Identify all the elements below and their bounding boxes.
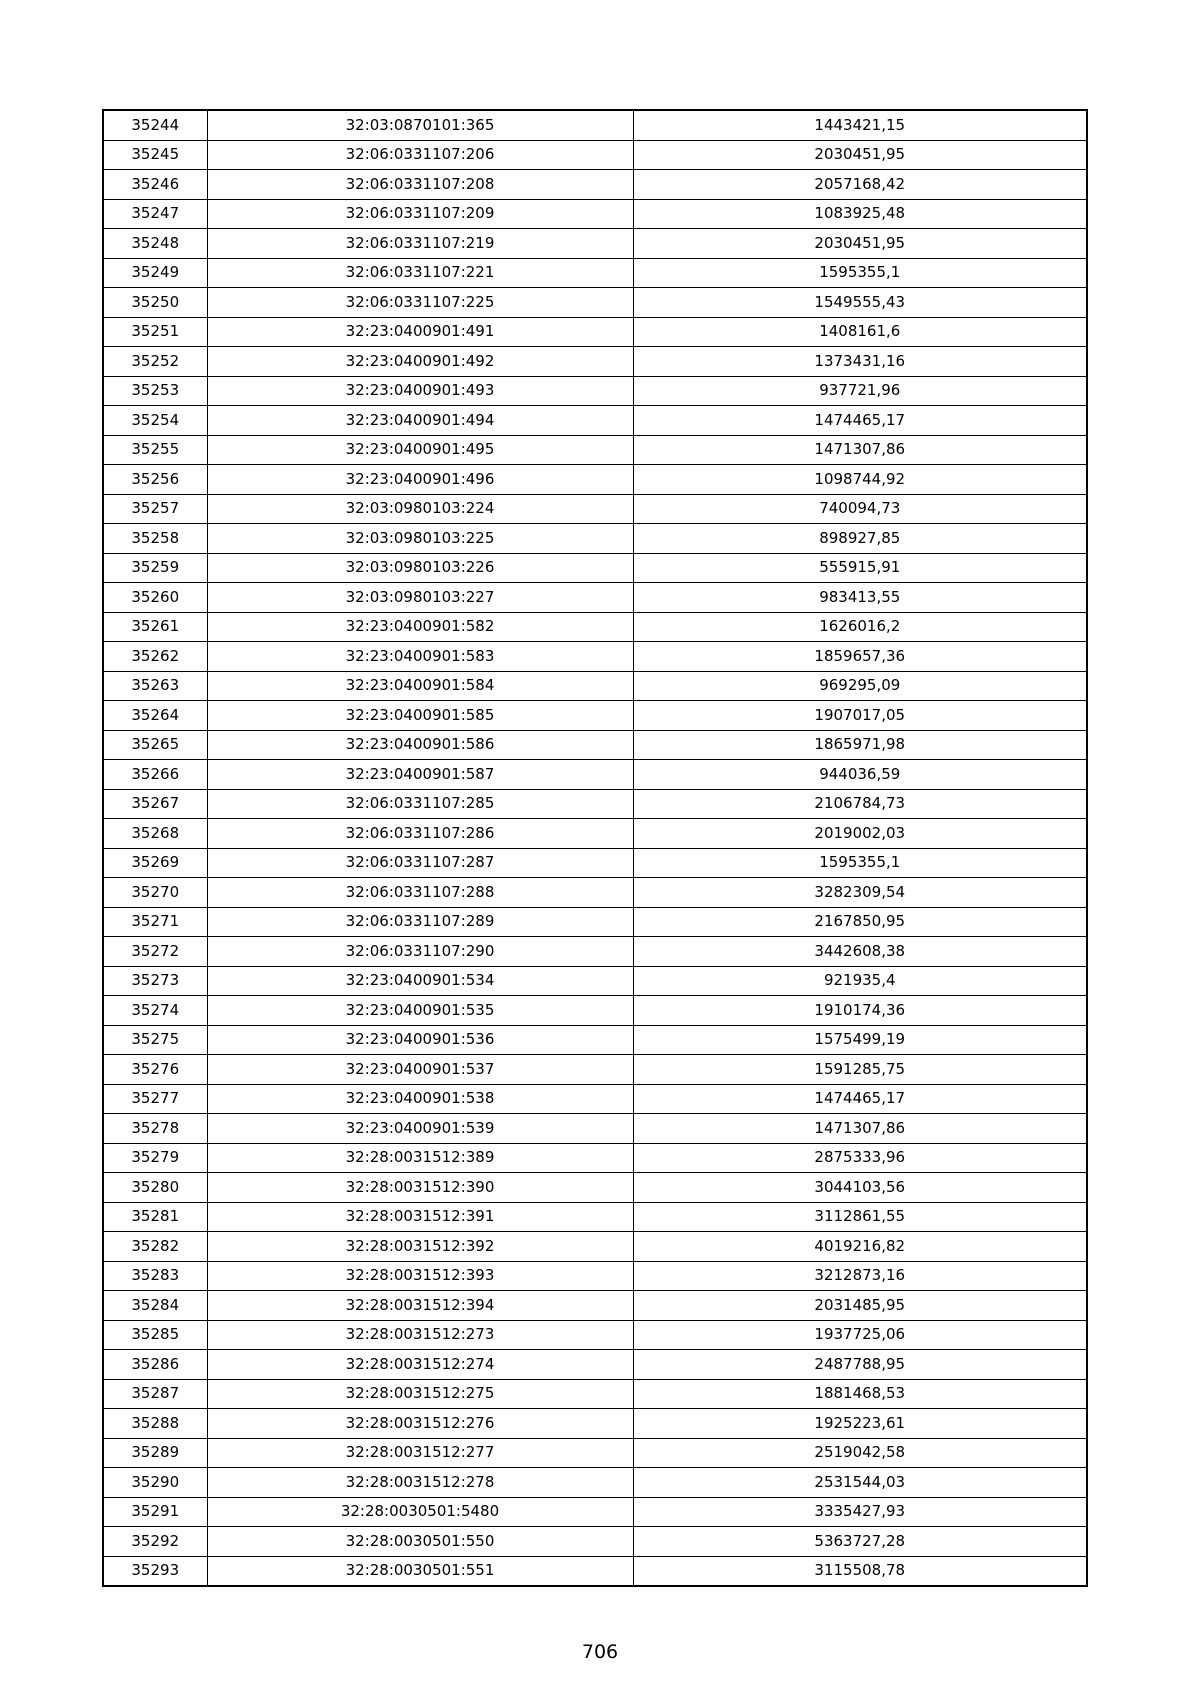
cadastral-number-cell: 32:06:0331107:290 <box>207 937 633 967</box>
row-number-cell: 35253 <box>103 376 207 406</box>
row-number-cell: 35246 <box>103 170 207 200</box>
row-number-cell: 35293 <box>103 1556 207 1586</box>
row-number-cell: 35260 <box>103 583 207 613</box>
row-number-cell: 35271 <box>103 907 207 937</box>
row-number-cell: 35256 <box>103 465 207 495</box>
cadastral-number-cell: 32:23:0400901:585 <box>207 701 633 731</box>
cadastral-number-cell: 32:06:0331107:286 <box>207 819 633 849</box>
table-row <box>103 435 1087 465</box>
value-cell: 4019216,82 <box>633 1232 1087 1262</box>
table-row <box>103 258 1087 288</box>
value-cell: 1474465,17 <box>633 406 1087 436</box>
value-cell: 969295,09 <box>633 671 1087 701</box>
value-cell: 2519042,58 <box>633 1438 1087 1468</box>
value-cell: 3335427,93 <box>633 1497 1087 1527</box>
table-row <box>103 1291 1087 1321</box>
table-row <box>103 1173 1087 1203</box>
cadastral-number-cell: 32:03:0870101:365 <box>207 110 633 140</box>
table-row <box>103 140 1087 170</box>
row-number-cell: 35280 <box>103 1173 207 1203</box>
cadastral-number-cell: 32:28:0031512:277 <box>207 1438 633 1468</box>
value-cell: 3115508,78 <box>633 1556 1087 1586</box>
cadastral-number-cell: 32:03:0980103:226 <box>207 553 633 583</box>
cadastral-number-cell: 32:28:0030501:550 <box>207 1527 633 1557</box>
cadastral-number-cell: 32:06:0331107:219 <box>207 229 633 259</box>
table-row <box>103 317 1087 347</box>
cadastral-number-cell: 32:28:0031512:273 <box>207 1320 633 1350</box>
value-cell: 3282309,54 <box>633 878 1087 908</box>
row-number-cell: 35279 <box>103 1143 207 1173</box>
cadastral-number-cell: 32:28:0031512:392 <box>207 1232 633 1262</box>
row-number-cell: 35264 <box>103 701 207 731</box>
table-row <box>103 1320 1087 1350</box>
table-row <box>103 494 1087 524</box>
cadastral-number-cell: 32:28:0031512:393 <box>207 1261 633 1291</box>
value-cell: 1575499,19 <box>633 1025 1087 1055</box>
row-number-cell: 35289 <box>103 1438 207 1468</box>
table-row <box>103 878 1087 908</box>
table-row <box>103 465 1087 495</box>
row-number-cell: 35248 <box>103 229 207 259</box>
row-number-cell: 35287 <box>103 1379 207 1409</box>
row-number-cell: 35267 <box>103 789 207 819</box>
value-cell: 2487788,95 <box>633 1350 1087 1380</box>
row-number-cell: 35282 <box>103 1232 207 1262</box>
row-number-cell: 35283 <box>103 1261 207 1291</box>
value-cell: 1083925,48 <box>633 199 1087 229</box>
table-row <box>103 1114 1087 1144</box>
value-cell: 1907017,05 <box>633 701 1087 731</box>
value-cell: 3044103,56 <box>633 1173 1087 1203</box>
table-row <box>103 1438 1087 1468</box>
value-cell: 921935,4 <box>633 966 1087 996</box>
row-number-cell: 35284 <box>103 1291 207 1321</box>
row-number-cell: 35286 <box>103 1350 207 1380</box>
row-number-cell: 35258 <box>103 524 207 554</box>
value-cell: 1549555,43 <box>633 288 1087 318</box>
row-number-cell: 35250 <box>103 288 207 318</box>
table-row <box>103 524 1087 554</box>
row-number-cell: 35245 <box>103 140 207 170</box>
value-cell: 1471307,86 <box>633 1114 1087 1144</box>
cadastral-number-cell: 32:28:0030501:551 <box>207 1556 633 1586</box>
table-body <box>103 110 1087 1586</box>
value-cell: 1925223,61 <box>633 1409 1087 1439</box>
value-cell: 1881468,53 <box>633 1379 1087 1409</box>
row-number-cell: 35276 <box>103 1055 207 1085</box>
cadastral-number-cell: 32:23:0400901:495 <box>207 435 633 465</box>
row-number-cell: 35268 <box>103 819 207 849</box>
value-cell: 555915,91 <box>633 553 1087 583</box>
table-row <box>103 199 1087 229</box>
value-cell: 3112861,55 <box>633 1202 1087 1232</box>
cadastral-number-cell: 32:06:0331107:285 <box>207 789 633 819</box>
cadastral-number-cell: 32:23:0400901:582 <box>207 612 633 642</box>
value-cell: 2030451,95 <box>633 140 1087 170</box>
table-row <box>103 229 1087 259</box>
cadastral-number-cell: 32:23:0400901:535 <box>207 996 633 1026</box>
cadastral-number-cell: 32:28:0031512:278 <box>207 1468 633 1498</box>
row-number-cell: 35272 <box>103 937 207 967</box>
value-cell: 2106784,73 <box>633 789 1087 819</box>
row-number-cell: 35288 <box>103 1409 207 1439</box>
value-cell: 937721,96 <box>633 376 1087 406</box>
value-cell: 1373431,16 <box>633 347 1087 377</box>
row-number-cell: 35259 <box>103 553 207 583</box>
table-row <box>103 406 1087 436</box>
cadastral-number-cell: 32:23:0400901:493 <box>207 376 633 406</box>
table-row <box>103 583 1087 613</box>
value-cell: 5363727,28 <box>633 1527 1087 1557</box>
value-cell: 2531544,03 <box>633 1468 1087 1498</box>
cadastral-number-cell: 32:23:0400901:496 <box>207 465 633 495</box>
cadastral-number-cell: 32:06:0331107:209 <box>207 199 633 229</box>
table-row <box>103 760 1087 790</box>
value-cell: 1408161,6 <box>633 317 1087 347</box>
table-row <box>103 110 1087 140</box>
table-row <box>103 1084 1087 1114</box>
table-row <box>103 1055 1087 1085</box>
row-number-cell: 35261 <box>103 612 207 642</box>
row-number-cell: 35269 <box>103 848 207 878</box>
row-number-cell: 35244 <box>103 110 207 140</box>
cadastral-number-cell: 32:23:0400901:537 <box>207 1055 633 1085</box>
value-cell: 2019002,03 <box>633 819 1087 849</box>
cadastral-number-cell: 32:03:0980103:224 <box>207 494 633 524</box>
value-cell: 983413,55 <box>633 583 1087 613</box>
value-cell: 1098744,92 <box>633 465 1087 495</box>
cadastral-number-cell: 32:23:0400901:492 <box>207 347 633 377</box>
page-number: 706 <box>581 1641 619 1663</box>
row-number-cell: 35275 <box>103 1025 207 1055</box>
cadastral-number-cell: 32:28:0031512:390 <box>207 1173 633 1203</box>
row-number-cell: 35255 <box>103 435 207 465</box>
cadastral-number-cell: 32:23:0400901:534 <box>207 966 633 996</box>
table-row <box>103 907 1087 937</box>
data-table <box>102 109 1088 1587</box>
value-cell: 1595355,1 <box>633 848 1087 878</box>
cadastral-number-cell: 32:06:0331107:208 <box>207 170 633 200</box>
row-number-cell: 35291 <box>103 1497 207 1527</box>
value-cell: 2875333,96 <box>633 1143 1087 1173</box>
value-cell: 1471307,86 <box>633 435 1087 465</box>
cadastral-number-cell: 32:23:0400901:536 <box>207 1025 633 1055</box>
cadastral-number-cell: 32:28:0031512:275 <box>207 1379 633 1409</box>
value-cell: 1865971,98 <box>633 730 1087 760</box>
table-row <box>103 848 1087 878</box>
table-row <box>103 612 1087 642</box>
table-row <box>103 1202 1087 1232</box>
cadastral-number-cell: 32:06:0331107:206 <box>207 140 633 170</box>
table-row <box>103 1527 1087 1557</box>
cadastral-number-cell: 32:28:0031512:391 <box>207 1202 633 1232</box>
value-cell: 740094,73 <box>633 494 1087 524</box>
table-row <box>103 671 1087 701</box>
value-cell: 1910174,36 <box>633 996 1087 1026</box>
cadastral-number-cell: 32:23:0400901:539 <box>207 1114 633 1144</box>
row-number-cell: 35290 <box>103 1468 207 1498</box>
row-number-cell: 35262 <box>103 642 207 672</box>
table-row <box>103 642 1087 672</box>
value-cell: 2167850,95 <box>633 907 1087 937</box>
table-row <box>103 701 1087 731</box>
value-cell: 1626016,2 <box>633 612 1087 642</box>
row-number-cell: 35247 <box>103 199 207 229</box>
cadastral-number-cell: 32:28:0030501:5480 <box>207 1497 633 1527</box>
row-number-cell: 35281 <box>103 1202 207 1232</box>
row-number-cell: 35278 <box>103 1114 207 1144</box>
row-number-cell: 35285 <box>103 1320 207 1350</box>
table-row <box>103 347 1087 377</box>
table-row <box>103 553 1087 583</box>
table-row <box>103 1232 1087 1262</box>
value-cell: 1937725,06 <box>633 1320 1087 1350</box>
cadastral-number-cell: 32:28:0031512:394 <box>207 1291 633 1321</box>
row-number-cell: 35263 <box>103 671 207 701</box>
cadastral-number-cell: 32:23:0400901:586 <box>207 730 633 760</box>
cadastral-number-cell: 32:06:0331107:288 <box>207 878 633 908</box>
cadastral-number-cell: 32:03:0980103:227 <box>207 583 633 613</box>
value-cell: 2057168,42 <box>633 170 1087 200</box>
value-cell: 3212873,16 <box>633 1261 1087 1291</box>
table-row <box>103 376 1087 406</box>
cadastral-number-cell: 32:23:0400901:538 <box>207 1084 633 1114</box>
row-number-cell: 35252 <box>103 347 207 377</box>
cadastral-number-cell: 32:23:0400901:491 <box>207 317 633 347</box>
table-row <box>103 1409 1087 1439</box>
value-cell: 1595355,1 <box>633 258 1087 288</box>
row-number-cell: 35251 <box>103 317 207 347</box>
row-number-cell: 35254 <box>103 406 207 436</box>
table-row <box>103 1025 1087 1055</box>
cadastral-number-cell: 32:28:0031512:276 <box>207 1409 633 1439</box>
row-number-cell: 35274 <box>103 996 207 1026</box>
row-number-cell: 35266 <box>103 760 207 790</box>
value-cell: 1859657,36 <box>633 642 1087 672</box>
table-row <box>103 1379 1087 1409</box>
value-cell: 1474465,17 <box>633 1084 1087 1114</box>
table-row <box>103 288 1087 318</box>
cadastral-number-cell: 32:23:0400901:583 <box>207 642 633 672</box>
table-row <box>103 1497 1087 1527</box>
cadastral-number-cell: 32:06:0331107:287 <box>207 848 633 878</box>
row-number-cell: 35273 <box>103 966 207 996</box>
cadastral-number-cell: 32:28:0031512:274 <box>207 1350 633 1380</box>
table-row <box>103 996 1087 1026</box>
table-row <box>103 730 1087 760</box>
value-cell: 2031485,95 <box>633 1291 1087 1321</box>
row-number-cell: 35249 <box>103 258 207 288</box>
table-row <box>103 966 1087 996</box>
table-row <box>103 170 1087 200</box>
cadastral-number-cell: 32:23:0400901:584 <box>207 671 633 701</box>
table-row <box>103 937 1087 967</box>
cadastral-number-cell: 32:23:0400901:587 <box>207 760 633 790</box>
row-number-cell: 35292 <box>103 1527 207 1557</box>
table-row <box>103 819 1087 849</box>
row-number-cell: 35265 <box>103 730 207 760</box>
table-row <box>103 1556 1087 1586</box>
row-number-cell: 35257 <box>103 494 207 524</box>
table-row <box>103 1350 1087 1380</box>
table-row <box>103 1261 1087 1291</box>
value-cell: 898927,85 <box>633 524 1087 554</box>
table-row <box>103 1468 1087 1498</box>
cadastral-number-cell: 32:06:0331107:225 <box>207 288 633 318</box>
table-row <box>103 789 1087 819</box>
cadastral-number-cell: 32:28:0031512:389 <box>207 1143 633 1173</box>
cadastral-number-cell: 32:03:0980103:225 <box>207 524 633 554</box>
cadastral-number-cell: 32:23:0400901:494 <box>207 406 633 436</box>
value-cell: 1443421,15 <box>633 110 1087 140</box>
cadastral-number-cell: 32:06:0331107:289 <box>207 907 633 937</box>
cadastral-number-cell: 32:06:0331107:221 <box>207 258 633 288</box>
row-number-cell: 35270 <box>103 878 207 908</box>
value-cell: 2030451,95 <box>633 229 1087 259</box>
value-cell: 944036,59 <box>633 760 1087 790</box>
value-cell: 3442608,38 <box>633 937 1087 967</box>
value-cell: 1591285,75 <box>633 1055 1087 1085</box>
table-row <box>103 1143 1087 1173</box>
row-number-cell: 35277 <box>103 1084 207 1114</box>
